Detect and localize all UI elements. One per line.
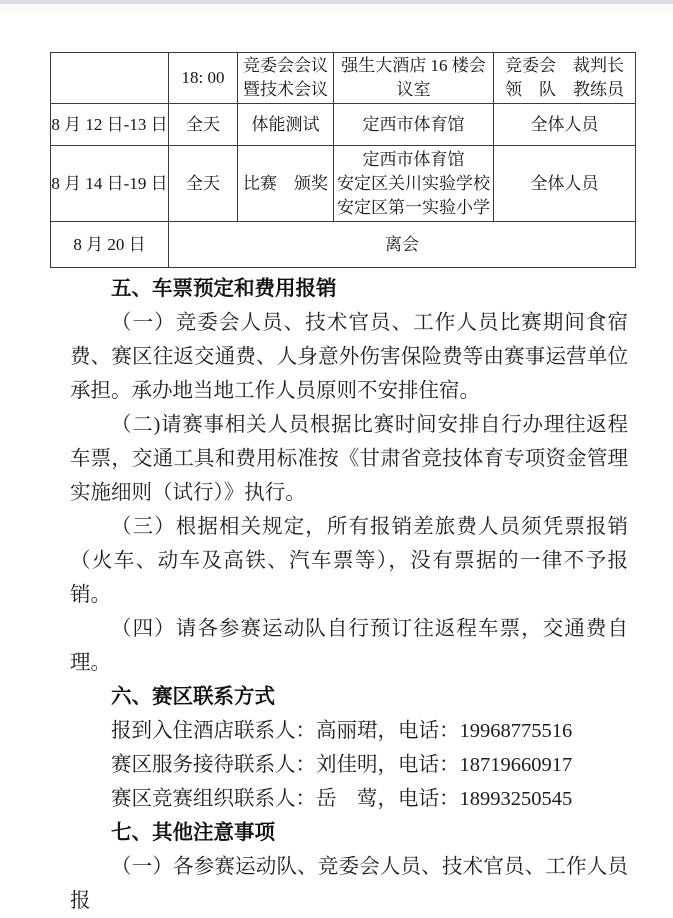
table-cell-activity <box>238 104 334 146</box>
cell-line: 18: 00 <box>181 68 225 87</box>
table-cell-participants <box>494 104 636 146</box>
table-row <box>51 146 636 222</box>
cell-line: 全体人员 <box>530 114 599 134</box>
table-cell-date <box>51 53 169 104</box>
table-cell-activity <box>238 146 334 222</box>
cell-line: 8 月 12 日-13 日 <box>51 114 168 134</box>
section-heading-5: 五、车票预定和费用报销 <box>111 277 337 300</box>
paragraph: （三）根据相关规定，所有报销差旅费人员须凭票报销（火车、动车及高铁、汽车票等），没有票据的一律不予报销。 <box>70 516 628 606</box>
cell-line: 全体人员 <box>530 173 599 193</box>
section-heading-6: 六、赛区联系方式 <box>111 685 275 708</box>
table-cell-location <box>334 146 494 222</box>
paragraph: （一）各参赛运动队、竞委会人员、技术官员、工作人员报 <box>70 856 628 912</box>
table-row <box>51 104 636 146</box>
cell-line: 竞委会会议 <box>243 56 328 75</box>
table-cell-time <box>169 53 238 104</box>
cell-line: 安定区关川实验学校 <box>337 173 490 193</box>
table-cell-merged <box>169 222 636 268</box>
cell-line: 8 月 20 日 <box>73 234 146 254</box>
cell-line: 定西市体育馆 <box>362 149 465 169</box>
table-cell-participants <box>494 146 636 222</box>
schedule-table <box>50 52 636 268</box>
cell-line: 离会 <box>385 234 419 254</box>
section-heading-7: 七、其他注意事项 <box>111 821 275 844</box>
table-cell-time <box>169 104 238 146</box>
table-cell-participants <box>494 53 636 104</box>
table-cell-date <box>51 222 169 268</box>
contact-line: 报到入住酒店联系人：高丽珺，电话：19968775516 <box>111 720 573 742</box>
cell-line: 8 月 14 日-19 日 <box>51 173 168 193</box>
page-top-band <box>0 4 673 13</box>
table-cell-time <box>169 146 238 222</box>
contact-line: 赛区竞赛组织联系人：岳 莺，电话：18993250545 <box>111 788 573 810</box>
table-cell-activity <box>238 53 334 104</box>
cell-line: 全天 <box>186 173 220 193</box>
cell-line: 强生大酒店 16 楼会议室 <box>341 56 486 99</box>
cell-line: 安定区第一实验小学 <box>337 197 490 217</box>
cell-line: 竞委会 裁判长 <box>505 56 624 75</box>
cell-line: 体能测试 <box>251 114 320 134</box>
cell-line: 暨技术会议 <box>243 80 328 99</box>
table-row <box>51 53 636 104</box>
table-cell-date <box>51 146 169 222</box>
table-cell-location <box>334 104 494 146</box>
paragraph: （四）请各参赛运动队自行预订往返程车票，交通费自理。 <box>70 618 628 674</box>
cell-line: 全天 <box>186 114 220 134</box>
document-body <box>70 272 628 918</box>
paragraph: （一）竞委会人员、技术官员、工作人员比赛期间食宿费、赛区往返交通费、人身意外伤害保险费等由赛事运营单位承担。承办地当地工作人员原则不安排住宿。 <box>70 312 628 402</box>
cell-line: 领 队 教练员 <box>505 80 624 99</box>
table-cell-location <box>334 53 494 104</box>
cell-line: 比赛 颁奖 <box>243 173 328 193</box>
paragraph: （二)请赛事相关人员根据比赛时间安排自行办理往返程车票，交通工具和费用标准按《甘肃省竞技体育专项资金管理实施细则（试行）》执行。 <box>70 414 628 504</box>
table-cell-date <box>51 104 169 146</box>
table-row <box>51 222 636 268</box>
contact-line: 赛区服务接待联系人：刘佳明，电话：18719660917 <box>111 754 573 776</box>
cell-line: 定西市体育馆 <box>362 114 465 134</box>
